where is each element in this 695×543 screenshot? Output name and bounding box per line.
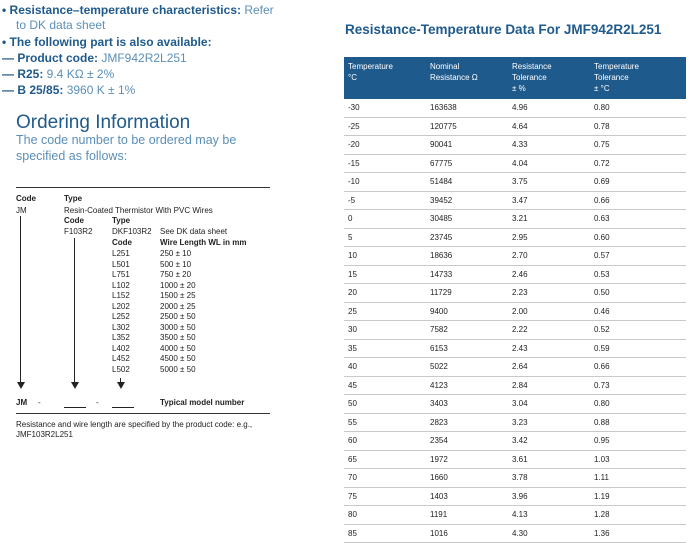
arrow-line-1: [20, 216, 21, 382]
table-title: Resistance-Temperature Data For JMF942R2L251: [345, 22, 662, 37]
table-cell: 1.28: [590, 506, 686, 525]
table-cell: 23745: [426, 228, 508, 247]
table-cell: 75: [344, 487, 426, 506]
table-cell: 4.04: [508, 154, 590, 173]
table-cell: 3.78: [508, 469, 590, 488]
model-blank-2: [112, 407, 134, 408]
table-cell: 10: [344, 247, 426, 266]
code-value: JM: [16, 206, 27, 215]
table-cell: 4.30: [508, 524, 590, 543]
table-cell: 1191: [426, 506, 508, 525]
table-cell: 20: [344, 284, 426, 303]
table-cell: 0.75: [590, 136, 686, 155]
type-value: Resin-Coated Thermistor With PVC Wires: [64, 206, 213, 215]
table-cell: 0.72: [590, 154, 686, 173]
table-cell: 3.75: [508, 173, 590, 192]
table-cell: 0.95: [590, 432, 686, 451]
table-cell: 0.46: [590, 302, 686, 321]
spec-r25: — R25: 9.4 KΩ ± 2%: [2, 67, 115, 81]
table-cell: 0.60: [590, 228, 686, 247]
table-row: [344, 154, 686, 173]
table-cell: 85: [344, 524, 426, 543]
table-cell: 1.11: [590, 469, 686, 488]
wire-length: 2500 ± 50: [160, 312, 196, 321]
table-row: [344, 321, 686, 340]
wire-code: L501: [112, 259, 130, 269]
table-row: [344, 302, 686, 321]
table-cell: 40: [344, 358, 426, 377]
wire-length: 4000 ± 50: [160, 343, 196, 353]
table-cell: 14733: [426, 265, 508, 284]
table-row: [344, 450, 686, 469]
resistance-temperature-table: [344, 57, 686, 543]
table-cell: 4.13: [508, 506, 590, 525]
table-cell: 4.33: [508, 136, 590, 155]
table-cell: 1660: [426, 469, 508, 488]
table-row: [344, 413, 686, 432]
typical-model-label: Typical model number: [160, 398, 245, 407]
wire-code: L102: [112, 280, 130, 290]
model-sep-1: -: [38, 398, 41, 407]
table-cell: 30485: [426, 210, 508, 229]
arrow-down-icon: [71, 382, 79, 389]
table-cell: 7582: [426, 321, 508, 340]
table-cell: 6153: [426, 339, 508, 358]
code2-value: F103R2: [64, 227, 93, 236]
wire-code: L251: [112, 249, 130, 258]
wire-length: 250 ± 10: [160, 249, 192, 258]
wire-code: L352: [112, 333, 130, 342]
wire-length: 3500 ± 50: [160, 333, 196, 342]
table-row: [344, 228, 686, 247]
table-row: [344, 191, 686, 210]
table-cell: 70: [344, 469, 426, 488]
table-cell: 3.96: [508, 487, 590, 506]
wire-length-label: Wire Length WL in mm: [160, 238, 247, 247]
table-cell: 0.78: [590, 117, 686, 136]
table-cell: 1.03: [590, 450, 686, 469]
wire-code: L152: [112, 291, 130, 300]
table-cell: 80: [344, 506, 426, 525]
table-row: [344, 265, 686, 284]
wire-code: L202: [112, 301, 130, 311]
table-cell: 25: [344, 302, 426, 321]
footnote: Resistance and wire length are specified by the product code: e.g., JMF103R2L251: [16, 420, 253, 439]
table-header-row: [344, 57, 686, 99]
wire-length: 1000 ± 20: [160, 280, 196, 290]
table-cell: 4.64: [508, 117, 590, 136]
table-cell: 0.66: [590, 191, 686, 210]
bottom-rule: [16, 413, 270, 414]
wire-code: L751: [112, 270, 130, 279]
table-cell: 2.95: [508, 228, 590, 247]
table-cell: 45: [344, 376, 426, 395]
spec-b2585: — B 25/85: 3960 K ± 1%: [2, 83, 136, 97]
table-cell: 15: [344, 265, 426, 284]
table-cell: 0.53: [590, 265, 686, 284]
table-cell: 2354: [426, 432, 508, 451]
table-row: [344, 284, 686, 303]
table-cell: 3403: [426, 395, 508, 414]
wire-code: L252: [112, 312, 130, 321]
table-cell: 163638: [426, 99, 508, 117]
table-row: [344, 247, 686, 266]
table-cell: 2.64: [508, 358, 590, 377]
left-column: [0, 0, 300, 531]
wire-code: L402: [112, 343, 130, 353]
table-cell: 3.23: [508, 413, 590, 432]
table-cell: 0.50: [590, 284, 686, 303]
table-row: [344, 524, 686, 543]
table-row: [344, 432, 686, 451]
model-prefix: JM: [16, 398, 28, 407]
table-row: [344, 395, 686, 414]
table-cell: 3.61: [508, 450, 590, 469]
wire-length: 1500 ± 25: [160, 291, 196, 300]
table-cell: 65: [344, 450, 426, 469]
table-cell: 2.00: [508, 302, 590, 321]
table-cell: 0.80: [590, 99, 686, 117]
table-cell: 1972: [426, 450, 508, 469]
table-row: [344, 376, 686, 395]
wire-code: L452: [112, 354, 130, 363]
table-cell: 9400: [426, 302, 508, 321]
wire-length: 3000 ± 50: [160, 322, 196, 332]
table-cell: 1.36: [590, 524, 686, 543]
wire-length: 750 ± 20: [160, 270, 192, 279]
wire-length: 2000 ± 25: [160, 301, 196, 311]
table-cell: 0.52: [590, 321, 686, 340]
top-rule: [16, 187, 270, 188]
table-row: [344, 117, 686, 136]
table-cell: 50: [344, 395, 426, 414]
table-cell: 2.22: [508, 321, 590, 340]
table-cell: -15: [344, 154, 426, 173]
table-cell: 0.73: [590, 376, 686, 395]
table-row: [344, 358, 686, 377]
table-cell: 2.23: [508, 284, 590, 303]
header-temperature: Temperature °C: [344, 57, 426, 99]
table-cell: 67775: [426, 154, 508, 173]
table-cell: 2.84: [508, 376, 590, 395]
table-cell: 3.47: [508, 191, 590, 210]
table-cell: -10: [344, 173, 426, 192]
header-temperature-tolerance: Temperature Tolerance ± °C: [590, 57, 686, 99]
wire-code: L502: [112, 364, 130, 374]
wire-code: L302: [112, 322, 130, 332]
table-cell: -20: [344, 136, 426, 155]
table-row: [344, 173, 686, 192]
table-cell: 2.43: [508, 339, 590, 358]
table-cell: 11729: [426, 284, 508, 303]
code-label: Code: [16, 194, 36, 203]
table-cell: -30: [344, 99, 426, 117]
table-body: [344, 99, 686, 543]
table-cell: 55: [344, 413, 426, 432]
code2-label: Code: [64, 216, 84, 225]
table-cell: -25: [344, 117, 426, 136]
bullet-also-available: • The following part is also available:: [2, 35, 212, 49]
type-label: Type: [64, 194, 83, 203]
wire-code-label: Code: [112, 238, 132, 247]
wire-length: 500 ± 10: [160, 259, 192, 269]
table-row: [344, 99, 686, 117]
table-cell: 3.42: [508, 432, 590, 451]
model-blank-1: [64, 407, 86, 408]
table-cell: 1403: [426, 487, 508, 506]
table-cell: 5022: [426, 358, 508, 377]
arrow-line-2: [74, 238, 75, 382]
table-cell: 1016: [426, 524, 508, 543]
table-cell: 0.66: [590, 358, 686, 377]
arrow-down-icon: [117, 382, 125, 389]
table-cell: 3.04: [508, 395, 590, 414]
wire-length: 5000 ± 50: [160, 364, 196, 374]
table-cell: 0: [344, 210, 426, 229]
bullet-rt-characteristics-cont: to DK data sheet: [16, 18, 106, 32]
table-cell: 51484: [426, 173, 508, 192]
table-cell: 0.88: [590, 413, 686, 432]
spec-product-code: — Product code: JMF942R2L251: [2, 51, 187, 65]
table-cell: 1.19: [590, 487, 686, 506]
table-cell: 90041: [426, 136, 508, 155]
table-row: [344, 506, 686, 525]
table-cell: 3.21: [508, 210, 590, 229]
table-cell: 120775: [426, 117, 508, 136]
table-cell: 2.46: [508, 265, 590, 284]
type2-label: Type: [112, 216, 131, 225]
table-cell: 4.96: [508, 99, 590, 117]
header-nominal-resistance: Nominal Resistance Ω: [426, 57, 508, 99]
model-sep-2: -: [96, 398, 99, 407]
table-cell: 5: [344, 228, 426, 247]
table-cell: 18636: [426, 247, 508, 266]
table-cell: 2823: [426, 413, 508, 432]
table-row: [344, 469, 686, 488]
wire-length: 4500 ± 50: [160, 354, 196, 363]
table-row: [344, 210, 686, 229]
header-resistance-tolerance: Resistance Tolerance ± %: [508, 57, 590, 99]
table-cell: 60: [344, 432, 426, 451]
table-cell: 0.59: [590, 339, 686, 358]
table-row: [344, 339, 686, 358]
table-cell: 2.70: [508, 247, 590, 266]
type2-value: DKF103R2: [112, 227, 152, 236]
table-cell: -5: [344, 191, 426, 210]
table-cell: 30: [344, 321, 426, 340]
ordering-heading: Ordering Information: [16, 112, 191, 133]
ordering-text: The code number to be ordered may be specified as follows:: [16, 133, 237, 163]
table-row: [344, 487, 686, 506]
table-cell: 0.57: [590, 247, 686, 266]
arrow-down-icon: [17, 382, 25, 389]
type2-note: See DK data sheet: [160, 227, 228, 236]
table-cell: 0.63: [590, 210, 686, 229]
bullet-rt-characteristics: • Resistance–temperature characteristics: Refer: [2, 3, 274, 17]
table-cell: 4123: [426, 376, 508, 395]
table-row: [344, 136, 686, 155]
table-cell: 0.80: [590, 395, 686, 414]
table-cell: 35: [344, 339, 426, 358]
table-cell: 39452: [426, 191, 508, 210]
table-cell: 0.69: [590, 173, 686, 192]
